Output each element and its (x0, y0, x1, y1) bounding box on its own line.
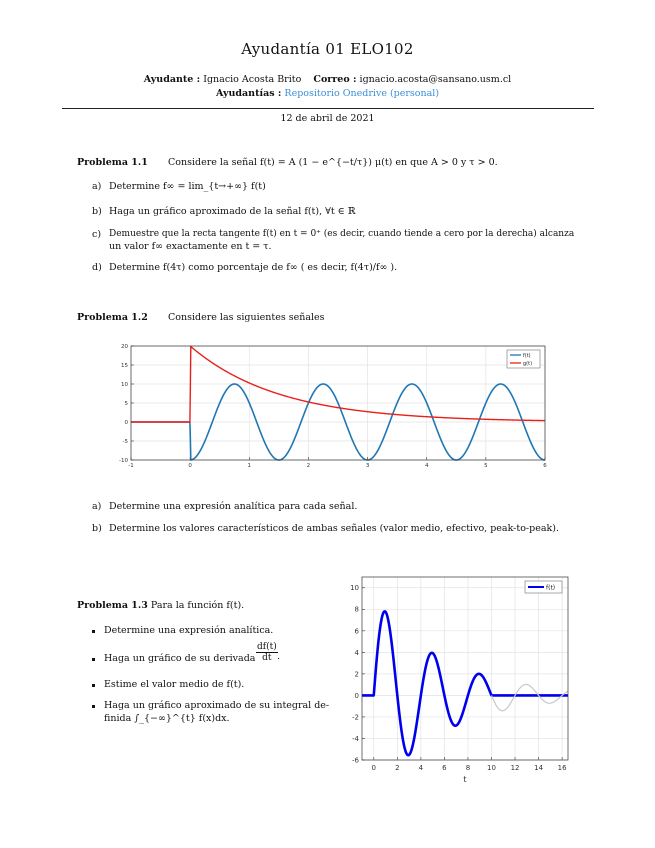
chart-legend (507, 350, 540, 368)
bullet-text: Estime el valor medio de f(t). (104, 679, 245, 690)
problem-1-2-statement: Considere las siguientes señales (168, 312, 325, 323)
bullet-text: finida ∫_{−∞}^{t} f(x)dx. (104, 713, 230, 724)
bullet-dot (92, 705, 95, 708)
problem-1-2-heading: Problema 1.2 (77, 312, 148, 323)
y-tick-label: 0 (354, 691, 359, 700)
assistant-info-line (0, 74, 655, 85)
y-tick-label: -5 (122, 438, 128, 445)
x-tick-label: 6 (442, 764, 447, 772)
x-tick-label: 5 (484, 463, 488, 469)
bullet-dot (92, 630, 95, 633)
p11-item-b (92, 205, 602, 218)
y-tick-label: 20 (121, 343, 128, 350)
problem-1-3-heading: Problema 1.3 (77, 600, 148, 611)
problem-1-3-line (77, 600, 244, 611)
p13-bullet-4-cont (92, 712, 332, 725)
bullet-text: Haga un gráfico de su derivada (104, 653, 256, 664)
bullet-text: Determine una expresión analítica. (104, 625, 274, 636)
legend-label: g(t) (523, 361, 533, 367)
y-tick-label: 10 (121, 381, 128, 388)
p12-item-b (92, 522, 602, 535)
derivative-denominator: dt (262, 653, 272, 663)
x-tick-label: 0 (371, 764, 377, 772)
x-tick-label: 4 (418, 764, 424, 772)
item-label: c) (92, 229, 102, 240)
y-tick-label: 6 (354, 627, 359, 636)
y-tick-label: 8 (354, 605, 359, 614)
problem-1-1-heading: Problema 1.1 (77, 157, 148, 168)
bullet-dot (92, 684, 95, 687)
x-tick-label: 2 (395, 764, 400, 772)
y-tick-label: -6 (352, 756, 359, 765)
plot-area (362, 577, 568, 760)
y-tick-label: 10 (350, 584, 359, 593)
x-axis-label: t (463, 775, 467, 784)
item-text: Determine f(4τ) como porcentaje de f∞ ( es decir, f(4τ)/f∞ ). (109, 262, 398, 273)
header-divider (62, 108, 594, 109)
problem-1-3-statement: Para la función f(t). (150, 600, 245, 611)
item-label: a) (92, 501, 102, 512)
item-text: Demuestre que la recta tangente f(t) en t = 0⁺ (es decir, cuando tiende a cero por la derecha) alcanza (109, 229, 575, 239)
x-tick-label: 12 (510, 764, 520, 772)
derivative-fraction (256, 642, 281, 663)
signals-chart (115, 340, 555, 475)
item-label: b) (92, 206, 102, 217)
derivative-numerator: df(t) (257, 642, 277, 652)
x-tick-label: 6 (543, 463, 547, 469)
ayudantias-label: Ayudantías : (215, 88, 282, 99)
x-tick-label: 0 (188, 463, 192, 469)
ayudantias-line (0, 88, 655, 99)
document-date: 12 de abril de 2021 (280, 113, 375, 124)
legend-label: f(t) (523, 353, 531, 359)
problem-1-1-statement: Considere la señal f(t) = A (1 − e^{−t/τ}) μ(t) en que A > 0 y τ > 0. (168, 157, 498, 168)
correo-label: Correo : (313, 74, 357, 85)
x-tick-label: 8 (465, 764, 471, 772)
function-chart (335, 572, 575, 787)
item-label: a) (92, 181, 102, 192)
y-tick-label: 15 (121, 362, 128, 369)
y-tick-label: 5 (124, 400, 128, 407)
p11-item-c-cont (92, 240, 602, 253)
x-tick-label: 14 (534, 764, 544, 772)
item-text: Determine los valores característicos de ambas señales (valor medio, efectivo, peak-to-peak). (109, 523, 559, 534)
item-text: Haga un gráfico aproximado de la señal f(t), ∀t ∈ ℝ (109, 206, 356, 217)
x-tick-label: 2 (306, 463, 311, 469)
legend-label: f(t) (546, 584, 556, 592)
bullet-text: Haga un gráfico aproximado de su integral de- (104, 700, 330, 711)
p13-bullet-4 (92, 699, 332, 712)
p13-bullet-1 (92, 624, 332, 637)
item-text: un valor f∞ exactamente en t = τ. (109, 241, 272, 252)
y-tick-label: -10 (119, 457, 128, 464)
derivative-period: . (277, 651, 281, 662)
correo-value: ignacio.acosta@sansano.usm.cl (359, 74, 512, 85)
x-tick-label: 4 (424, 463, 429, 469)
x-tick-label: -1 (128, 463, 134, 469)
x-tick-label: 10 (487, 764, 496, 772)
bullet-dot (92, 658, 95, 661)
ayudante-name: Ignacio Acosta Brito (203, 74, 302, 85)
item-label: b) (92, 523, 102, 534)
item-text: Determine una expresión analítica para cada señal. (109, 501, 358, 512)
p13-bullet-2 (92, 652, 332, 665)
ayudante-label: Ayudante : (143, 74, 201, 85)
p11-item-d (92, 261, 602, 274)
p12-item-a (92, 500, 602, 513)
x-tick-label: 16 (557, 764, 567, 772)
p11-item-a (92, 180, 602, 193)
chart-legend (525, 581, 562, 593)
p13-bullet-3 (92, 678, 332, 691)
y-tick-label: -4 (352, 734, 359, 743)
item-label: d) (92, 262, 102, 273)
item-text: Determine f∞ = lim_{t→+∞} f(t) (109, 181, 266, 192)
y-tick-label: 0 (124, 419, 128, 426)
y-tick-label: 2 (354, 670, 359, 679)
document-title: Ayudantía 01 ELO102 (241, 40, 414, 58)
onedrive-link[interactable]: Repositorio Onedrive (personal) (284, 88, 440, 99)
x-tick-label: 1 (247, 463, 252, 469)
y-tick-label: -2 (352, 713, 359, 722)
x-tick-label: 3 (365, 463, 370, 469)
y-tick-label: 4 (354, 648, 359, 657)
